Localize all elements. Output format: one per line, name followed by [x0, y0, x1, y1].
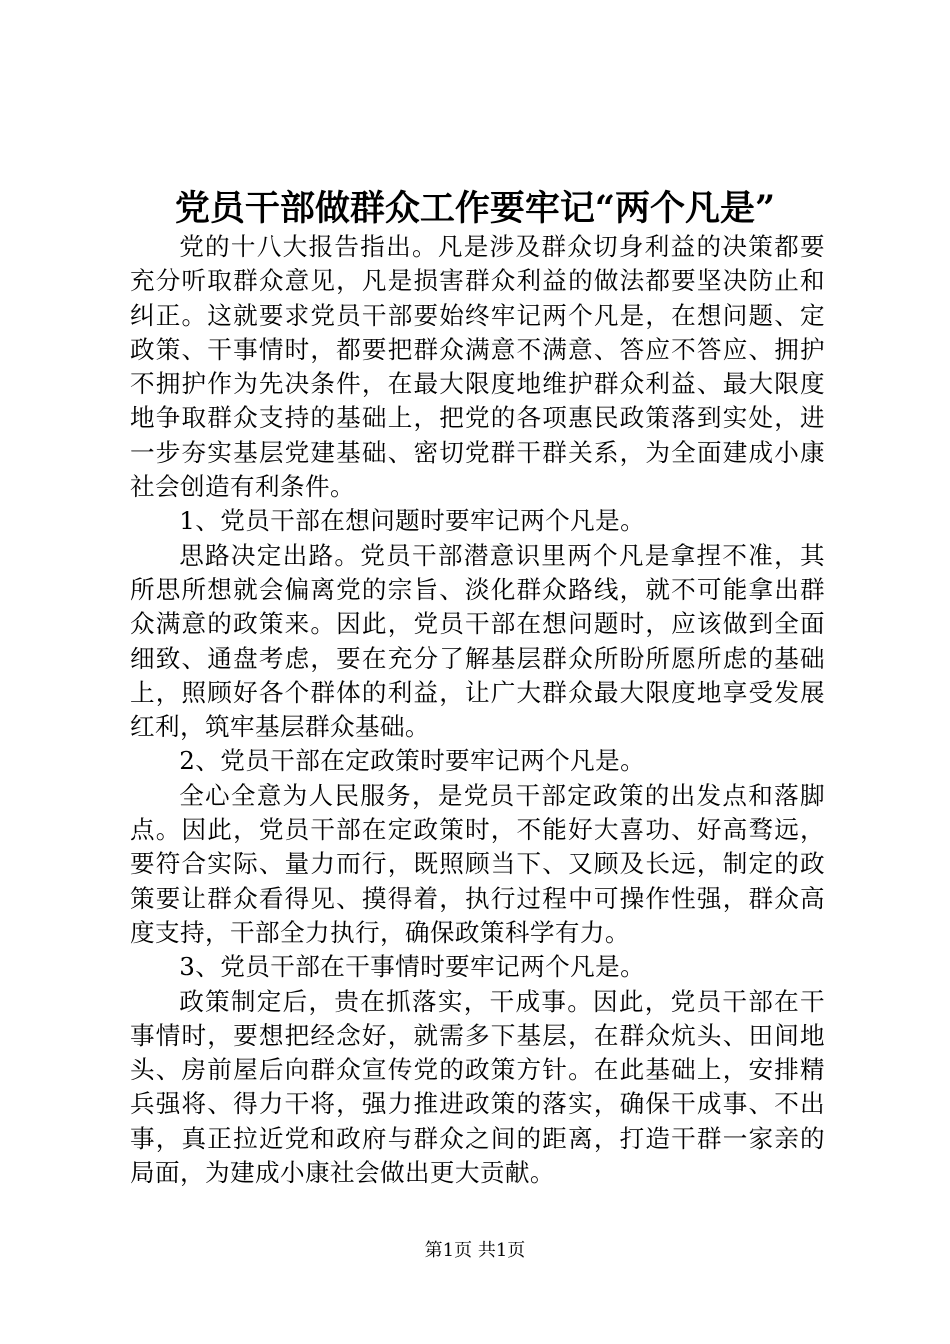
paragraph-section-2: 全心全意为人民服务，是党员干部定政策的出发点和落脚点。因此，党员干部在定政策时，不能好大喜功、好高骛远，要符合实际、量力而行，既照顾当下、又顾及长远，制定的政策要让群众看得见、摸得着，执行过程中可操作性强，群众高度支持，干部全力执行，确保政策科学有力。 — [130, 780, 825, 947]
page-footer: 第1页 共1页 — [424, 1240, 526, 1261]
paragraph-section-1: 思路决定出路。党员干部潜意识里两个凡是拿捏不准，其所思所想就会偏离党的宗旨、淡化群众路线，就不可能拿出群众满意的政策来。因此，党员干部在想问题时，应该做到全面细致、通盘考虑，要在充分了解基层群众所盼所愿所虑的基础上，照顾好各个群体的利益，让广大群众最大限度地享受发展红利，筑牢基层群众基础。 — [130, 540, 825, 742]
document-title: 党员干部做群众工作要牢记“两个凡是” — [174, 188, 776, 229]
paragraph-section-3: 政策制定后，贵在抓落实，干成事。因此，党员干部在干事情时，要想把经念好，就需多下基层，在群众炕头、田间地头、房前屋后向群众宣传党的政策方针。在此基础上，安排精兵强将、得力干将，强力推进政策的落实，确保干成事、不出事，真正拉近党和政府与群众之间的距离，打造干群一家亲的局面，为建成小康社会做出更大贡献。 — [130, 986, 825, 1188]
document-body — [130, 230, 825, 1190]
section-heading-3: 3、党员干部在干事情时要牢记两个凡是。 — [179, 952, 646, 982]
section-heading-1: 1、党员干部在想问题时要牢记两个凡是。 — [179, 506, 646, 536]
paragraph-intro: 党的十八大报告指出。凡是涉及群众切身利益的决策都要充分听取群众意见，凡是损害群众利益的做法都要坚决防止和纠正。这就要求党员干部要始终牢记两个凡是，在想问题、定政策、干事情时，都要把群众满意不满意、答应不答应、拥护不拥护作为先决条件，在最大限度地维护群众利益、最大限度地争取群众支持的基础上，把党的各项惠民政策落到实处，进一步夯实基层党建基础、密切党群干群关系，为全面建成小康社会创造有利条件。 — [130, 232, 825, 502]
section-heading-2: 2、党员干部在定政策时要牢记两个凡是。 — [179, 746, 646, 776]
